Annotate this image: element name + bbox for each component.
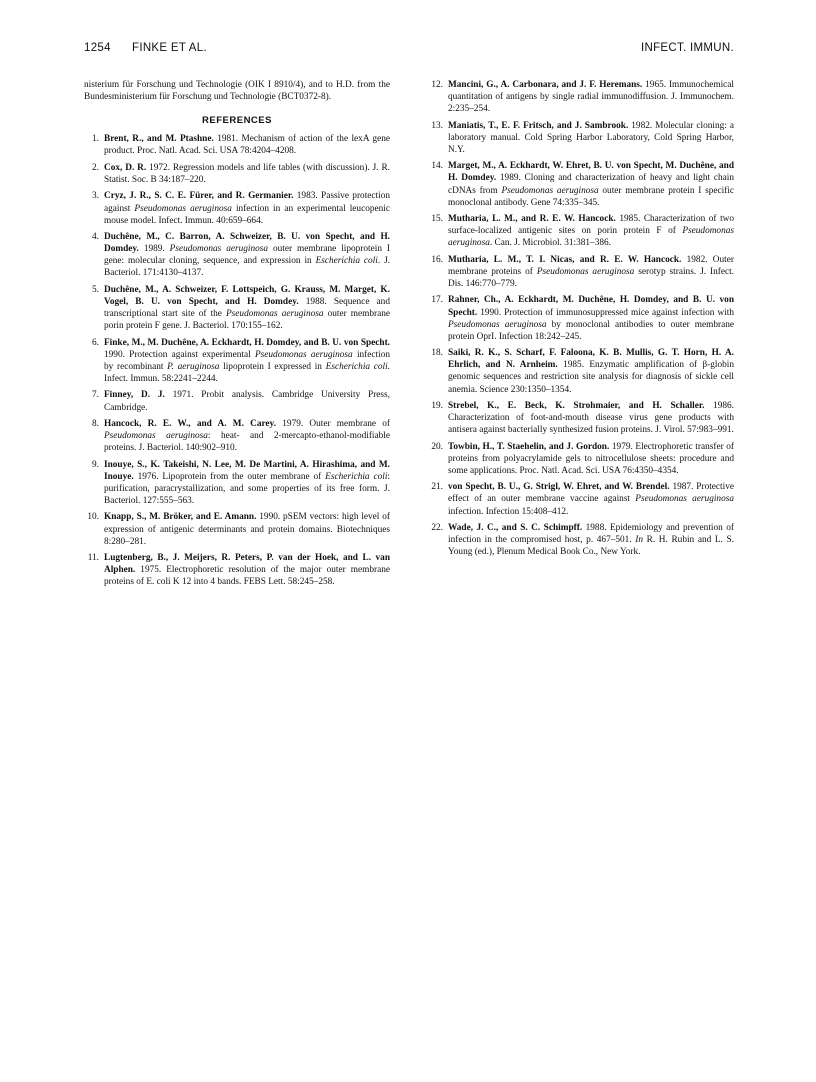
reference-text: . Can. J. Microbiol. 31:381–386. [489,238,611,249]
reference-list-right [428,79,734,558]
reference-text: 1981. Mechanism of action of the lexA gene product. Proc. Natl. Acad. Sci. USA 78:4204–4208. [104,134,390,157]
reference-authors: Marget, M., A. Eckhardt, W. Ehret, B. U. von Specht, M. Duchêne, and H. Domdey. [448,161,734,184]
reference-number: 13. [431,120,443,131]
reference-entry [84,284,390,332]
italic-term: Escherichia coli [325,471,388,482]
running-authors: FINKE ET AL. [132,42,207,54]
reference-text: 1979. Outer membrane of [282,418,391,429]
reference-number: 3. [92,191,99,202]
italic-term: Pseudomonas aeruginosa [254,349,353,360]
italic-term: Pseudomonas aeruginosa [169,244,269,255]
reference-authors: Lugtenberg, B., J. Meijers, R. Peters, P. van der Hoek, and L. van Alphen. [104,553,390,576]
reference-text: by monoclonal antibodies to outer membrane protein OprI. Infection 18:242–245. [448,319,734,342]
reference-entry [84,459,390,507]
reference-authors: Hancock, R. E. W., and A. M. Carey. [104,418,277,429]
reference-number: 12. [431,80,443,90]
reference-number: 5. [92,284,99,295]
acknowledgment-text: nisterium für Forschung und Technologie (OIK I 8910/4), and to H.D. from the Bundesministerium für Forschung und Technologie (BCT0372-8). [84,80,390,103]
reference-text: 1990. pSEM vectors: high level of expression of antigenic determinants and protein domains. Biotechniques 8:280–281. [104,512,390,547]
reference-entry [84,162,390,186]
reference-number: 20. [431,441,443,452]
reference-text: 1983. Passive protection against [104,191,390,214]
reference-entry [84,389,390,413]
reference-authors: Cryz, J. R., S. C. E. Fürer, and R. Germanier. [104,191,294,202]
reference-number: 6. [92,337,99,348]
reference-number: 9. [92,459,99,470]
reference-number: 1. [92,134,99,145]
reference-authors: Knapp, S., M. Bröker, and E. Amann. [104,512,257,523]
reference-entry [428,441,734,477]
italic-term: Escherichia coli [315,256,378,267]
italic-term: In [635,535,644,546]
reference-authors: Towbin, H., T. Staehelin, and J. Gordon. [448,441,610,452]
reference-text: 1986. Characterization of foot-and-mouth disease virus gene products with antisera against bacterially synthesized fusion proteins. J. Virol. 57:983–991. [448,400,734,436]
reference-text: 1990. Protection against experimental [104,349,255,360]
reference-text: 1982. Outer membrane proteins of [448,254,734,277]
reference-authors: Inouye, S., K. Takeishi, N. Lee, M. De Martini, A. Hirashima, and M. Inouye. [104,459,390,482]
reference-text: 1976. Lipoprotein from the outer membrane of [137,471,326,482]
reference-text: 1965. Immunochemical quantitation of antigens by single radial immunodiffusion. J. Immunochem. 2:235–254. [448,80,734,115]
reference-number: 2. [92,162,99,173]
italic-term: Pseudomonas aeruginosa [448,319,547,330]
reference-authors: Cox, D. R. [104,162,147,173]
reference-entry [428,120,734,156]
journal-abbreviation: INFECT. IMMUN. [641,42,734,54]
reference-number: 14. [431,161,443,172]
reference-number: 19. [431,400,443,411]
reference-text: : heat- and 2-mercapto-ethanol-modifiable proteins. J. Bacteriol. 140:902–910. [104,431,390,454]
reference-entry [84,133,390,157]
reference-text: 1987. Protective effect of an outer membrane vaccine against [448,482,734,505]
reference-entry [84,418,390,454]
reference-authors: Mutharia, L. M., and R. E. W. Hancock. [448,214,616,225]
reference-number: 16. [431,254,443,265]
reference-entry [428,254,734,290]
reference-text: 1979. Electrophoretic transfer of proteins from polyacrylamide gels to nitrocellulose sheets: procedure and some applications. Proc. Natl. Acad. Sci. USA 76:4350–4354. [448,441,735,476]
reference-text: 1972. Regression models and life tables (with discussion). J. R. Statist. Soc. B 34:187–220. [104,162,390,185]
reference-text: infection. Infection 15:408–412. [448,506,569,517]
right-column [428,79,734,563]
reference-text: serotyp strains. J. Infect. Dis. 146:770–779. [448,266,735,289]
reference-authors: Maniatis, T., E. F. Fritsch, and J. Sambrook. [448,120,629,131]
reference-text: outer membrane porin protein F gene. J. Bacteriol. 170:155–162. [104,309,390,332]
reference-text: 1988. Epidemiology and prevention of infection in the compromised host, p. 467–501. [448,523,734,546]
reference-number: 22. [431,523,443,533]
reference-number: 18. [431,348,443,359]
reference-authors: Duchêne, M., C. Barron, A. Schweizer, B. U. von Specht, and H. Domdey. [104,232,390,255]
reference-number: 15. [431,214,443,225]
reference-number: 7. [92,390,99,401]
italic-term: Pseudomonas aeruginosa [134,203,232,214]
reference-text: : purification, paracrystallization, and some properties of its free form. J. Bacteriol. 127:555–563. [104,471,391,506]
reference-authors: Wade, J. C., and S. C. Schimpff. [448,523,583,533]
reference-text: 1989. Cloning and characterization of heavy and light chain cDNAs from [448,173,735,196]
italic-term: Escherichia coli [325,361,388,372]
reference-list-left [84,133,390,588]
italic-term: Pseudomonas aeruginosa [104,431,208,442]
reference-authors: Brent, R., and M. Ptashne. [104,134,214,145]
reference-text: . Infect. Immun. 58:2241–2244. [104,361,390,384]
running-header [84,42,734,58]
reference-authors: Mutharia, L. M., T. I. Nicas, and R. E. W. Hancock. [448,254,682,265]
reference-entry [428,481,734,517]
reference-entry [84,552,390,588]
italic-term: Pseudomonas aeruginosa [501,185,599,196]
reference-number: 8. [92,418,99,429]
reference-text: 1989. [143,244,170,255]
reference-text: 1971. Probit analysis. Cambridge University Press, Cambridge. [104,390,390,413]
reference-authors: Mancini, G., A. Carbonara, and J. F. Heremans. [448,80,643,90]
reference-entry [428,347,734,395]
reference-text: 1990. Protection of immunosuppressed mice against infection with [480,307,735,318]
italic-term: P. aeruginosa [167,361,220,372]
reference-authors: von Specht, B. U., G. Strigl, W. Ehret, and W. Brendel. [448,482,670,493]
reference-authors: Duchêne, M., A. Schweizer, F. Lottspeich, G. Krauss, M. Marget, K. Vogel, B. U. von Specht, and H. Domdey. [104,284,390,307]
reference-authors: Strebel, K., E. Beck, K. Strohmaier, and H. Schaller. [448,400,705,411]
page-number: 1254 [84,42,111,54]
reference-text: 1975. Electrophoretic resolution of the major outer membrane proteins of E. coli K 12 into 4 bands. FEBS Lett. 58:245–258. [104,565,390,588]
reference-text: 1985. Characterization of two surface-localized antigenic sites on porin protein F of [448,214,735,237]
reference-entry [84,337,390,385]
reference-text: 1982. Molecular cloning: a laboratory manual. Cold Spring Harbor Laboratory, Cold Spring Harbor, N.Y. [448,120,734,155]
reference-entry [428,522,734,558]
reference-text: . J. Bacteriol. 171:4130–4137. [104,256,391,279]
reference-text: R. H. Rubin and L. S. Young (ed.), Plenum Medical Book Co., New York. [448,535,734,558]
reference-text: outer membrane lipoprotein I gene: molecular cloning, sequence, and expression in [104,244,391,267]
italic-term: Pseudomonas aeruginosa [635,494,734,505]
reference-text: 1988. Sequence and transcriptional start site of the [104,296,390,320]
reference-entry [428,79,734,115]
reference-number: 17. [431,295,443,306]
reference-text: outer membrane protein I specific monoclonal antibody. Gene 74:335–345. [448,185,735,208]
reference-number: 11. [87,553,99,564]
reference-authors: Finke, M., M. Duchêne, A. Eckhardt, H. Domdey, and B. U. von Specht. [104,337,390,348]
reference-entry [428,400,734,436]
italic-term: Pseudomonas aeruginosa [226,309,324,320]
reference-entry [84,190,390,226]
reference-entry [428,160,734,208]
reference-entry [84,231,390,279]
italic-term: Pseudomonas aeruginosa [448,226,734,249]
reference-entry [84,511,390,547]
reference-authors: Saiki, R. K., S. Scharf, F. Faloona, K. B. Mullis, G. T. Horn, H. A. Ehrlich, and N. Arnheim. [448,348,734,371]
left-column [84,79,390,593]
reference-text: infection in an experimental leucopenic mouse model. Infect. Immun. 40:659–664. [104,203,390,226]
reference-entry [428,213,734,249]
reference-text: infection by recombinant [104,349,390,372]
reference-number: 21. [431,482,443,493]
reference-authors: Finney, D. J. [104,390,165,401]
reference-entry [428,294,734,342]
italic-term: Pseudomonas aeruginosa [536,266,635,277]
references-heading: REFERENCES [202,115,272,127]
reference-authors: Rahner, Ch., A. Eckhardt, M. Duchêne, H. Domdey, and B. U. von Specht. [448,295,734,318]
reference-number: 4. [92,232,99,243]
reference-text: 1985. Enzymatic amplification of β-globin genomic sequences and restriction site analysis for diagnosis of sickle cell anemia. Science 230:1350–1354. [448,360,735,395]
reference-number: 10. [87,512,99,523]
reference-text: lipoprotein I expressed in [219,361,326,372]
